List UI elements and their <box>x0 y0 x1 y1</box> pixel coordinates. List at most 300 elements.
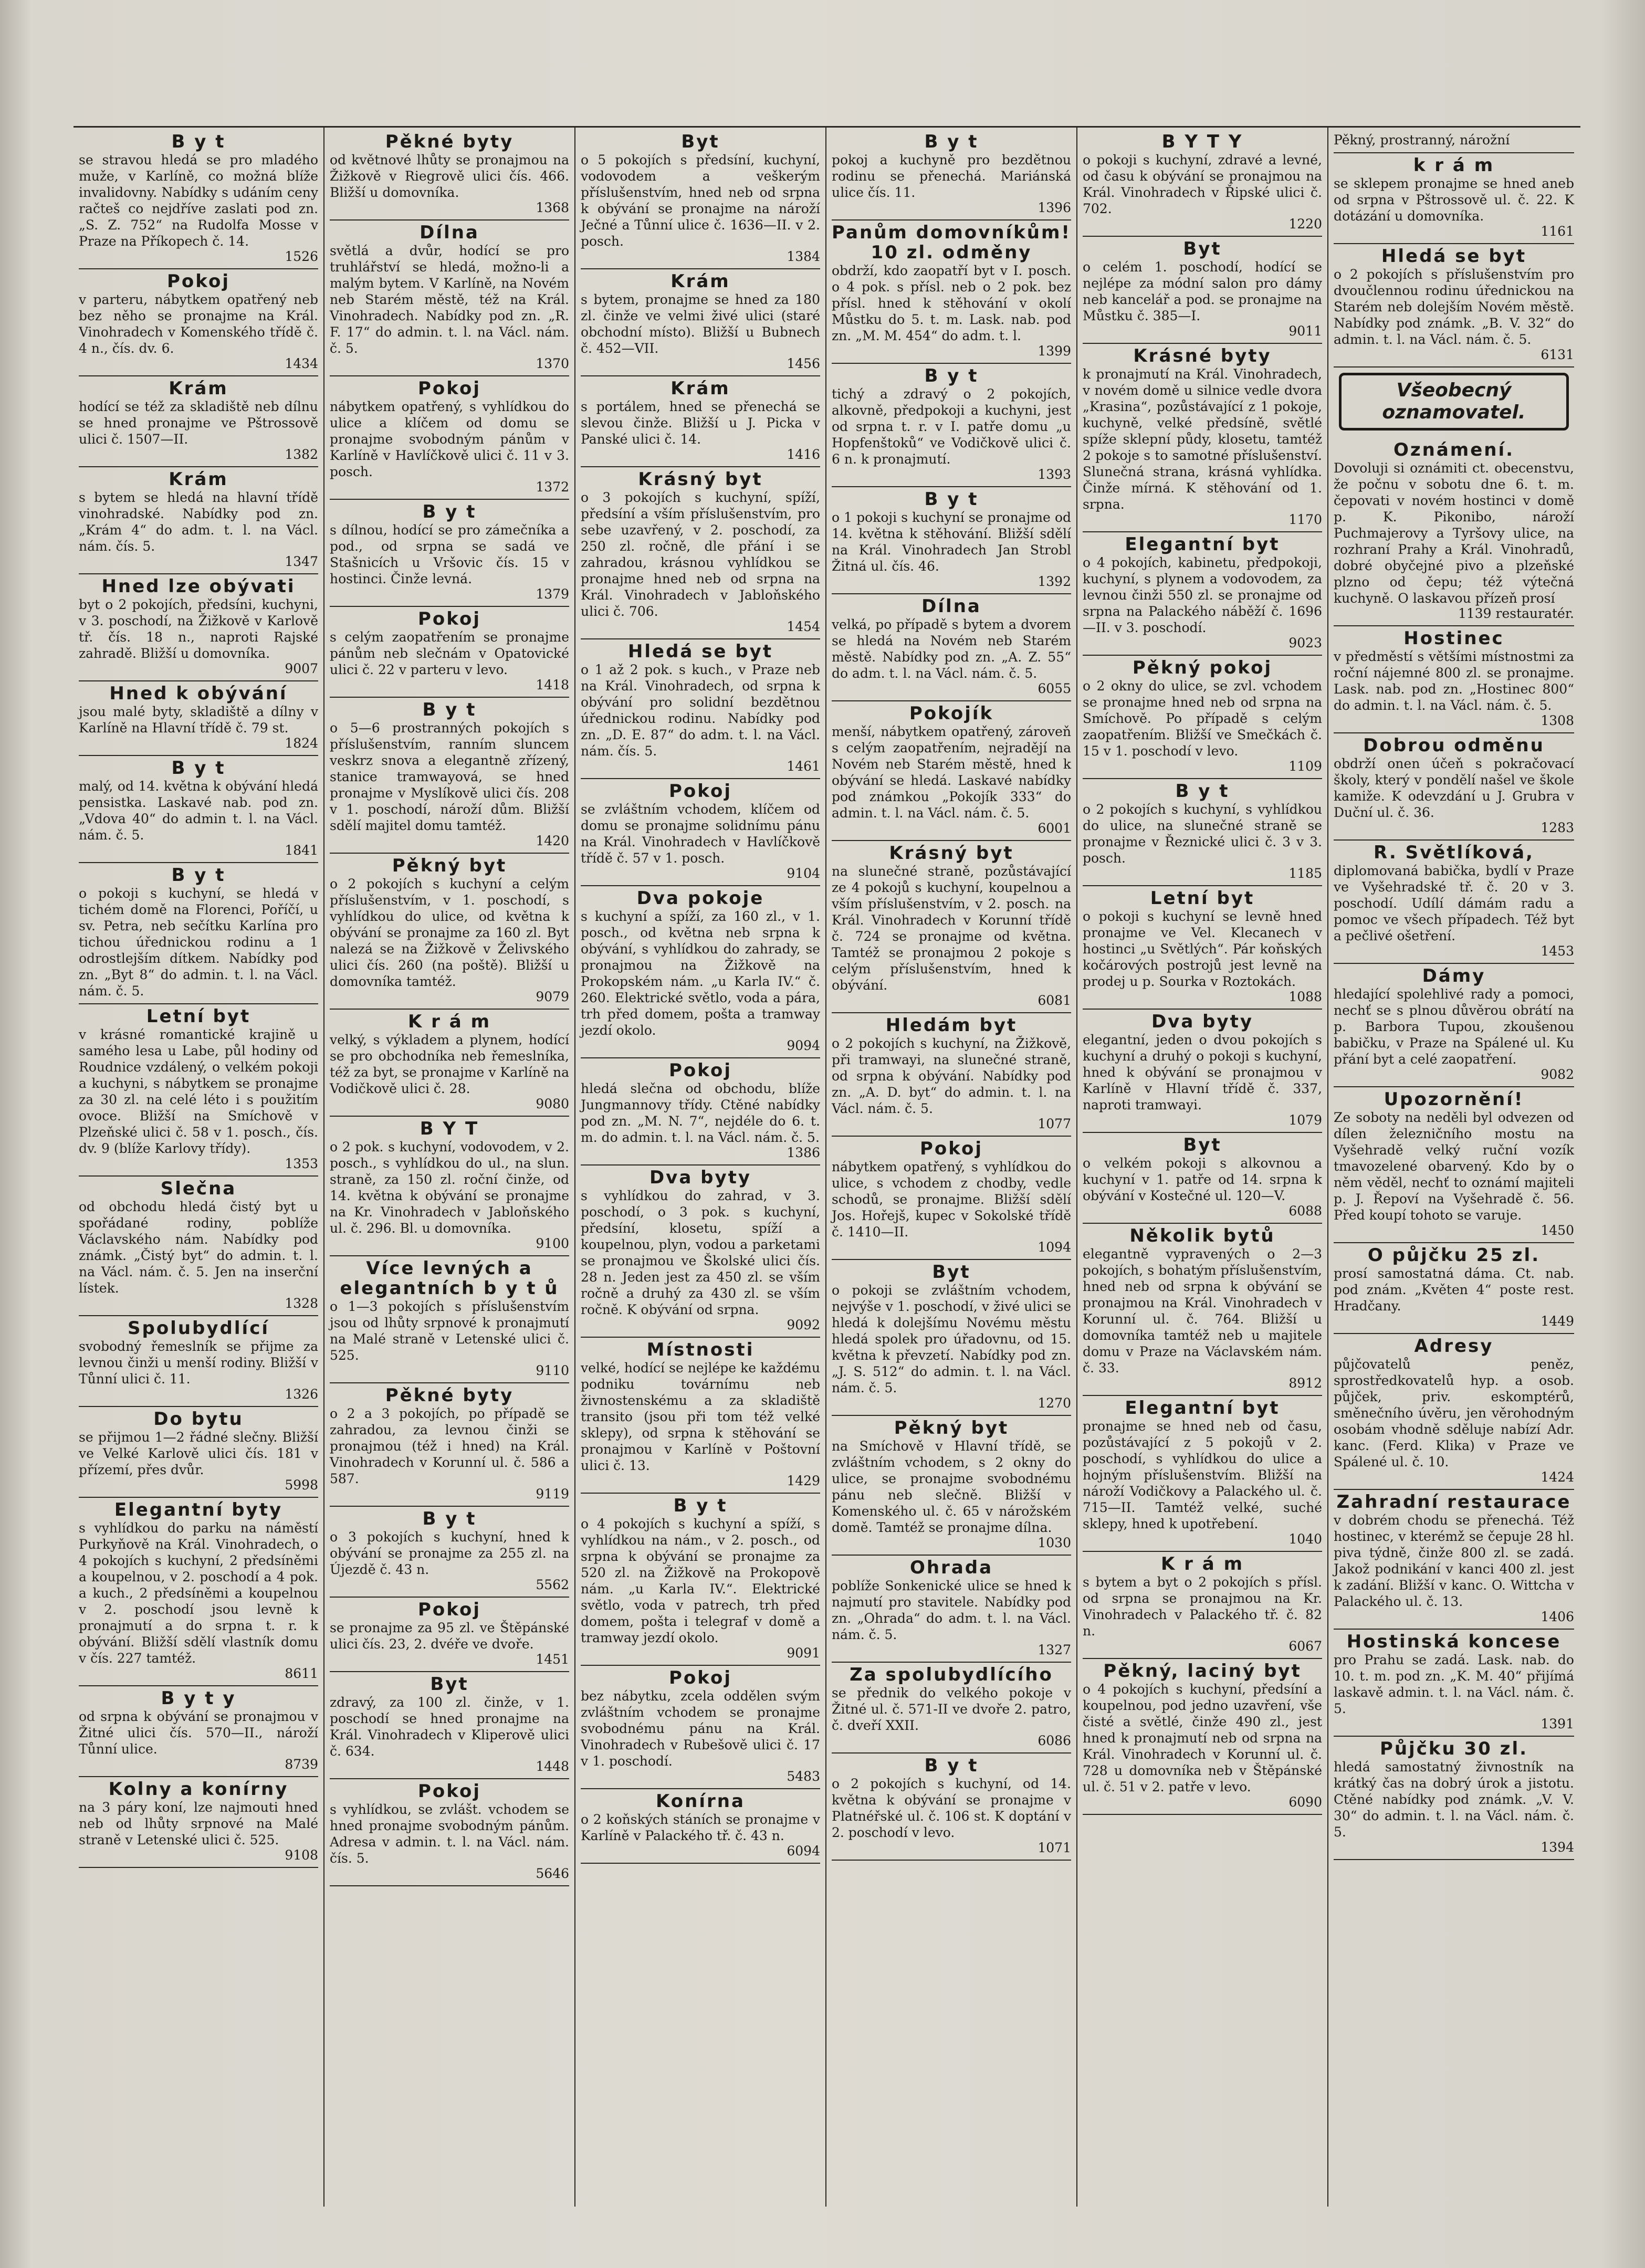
ad-heading: B y t <box>924 1755 979 1776</box>
ad-text: o pokoji s kuchyní, zdravé a levné, od času k obývání se pronajmou na Král. Vinohradech v Řipské ulici č. 702. <box>1083 152 1322 216</box>
ad-number: 1185 <box>1288 866 1322 881</box>
ad-text: hledající spolehlivé rady a pomoci, nechť se s plnou důvěrou obrátí na p. Barbora Tupou, zkoušenou babičku, v Praze na Spálené ul. Ku přání byt a celé zaopatření. <box>1334 986 1574 1067</box>
ad-text: byt o 2 pokojích, předsíni, kuchyni, v 3. poschodí, na Žižkově v Karlově tř. čís. 18 n., naproti Rajské zahradě. Bližší u domovníka. <box>79 597 318 661</box>
classified-ad <box>330 1672 569 1779</box>
ad-text: elegantní, jeden o dvou pokojích s kuchyní a druhý o pokoji s kuchyní, hned k obývání se pronajmou v Karlíně v Hlavní třídě č. 337, naproti tramwayi. <box>1083 1032 1322 1112</box>
classified-ad <box>330 500 569 607</box>
ad-number: 1370 <box>536 356 569 371</box>
ad-heading: R. Světlíková, <box>1374 842 1534 863</box>
ad-number: 6001 <box>1038 821 1071 836</box>
classified-ad <box>581 467 820 639</box>
ad-heading: Konírna <box>656 1791 745 1812</box>
classified-ad <box>1334 964 1574 1087</box>
ad-heading: Pokoj <box>418 608 481 629</box>
ad-number: 1824 <box>285 736 318 751</box>
ad-number: 1416 <box>787 447 820 462</box>
classified-ad <box>1334 1243 1574 1334</box>
ad-text: tichý a zdravý o 2 pokojích, alkovně, předpokoji a kuchyni, jest od srpna t. r. v I. patře domu „u Hopfenštoků“ ve Vodičkově ulici č. 6 n. k pronajmutí. <box>832 386 1071 467</box>
ad-heading: Půjčku 30 zl. <box>1379 1738 1528 1759</box>
ad-heading: Dílna <box>420 222 479 243</box>
ad-text: na 3 páry koní, lze najmouti hned neb od lhůty srpnové na Malé straně v Letenské ulici č. 525. <box>79 1800 318 1847</box>
ad-heading: Krásný byt <box>889 843 1014 864</box>
ad-text: velká, po případě s bytem a dvorem se hledá na Novém neb Starém městě. Nabídky pod zn. „A. Z. 55“ do adm. t. l. na Václ. nám. č. 5. <box>832 617 1071 681</box>
ad-text: o pokoji s kuchyní se levně hned pronajme ve Vel. Klecanech v hostinci „u Světlých“. Pár koňských kočárových postrojů jest levně na prodej u p. Sourka v Roztokách. <box>1083 909 1322 989</box>
ad-text: diplomovaná babička, bydlí v Praze ve Vyšehradské tř. č. 20 v 3. poschodí. Udílí dámám radu a pomoc ve všech případech. Též byt a pečlivé ošetření. <box>1334 863 1574 943</box>
ad-text: o 3 pokojích s kuchyní, hned k obývání se pronajme za 255 zl. na Újezdě č. 43 n. <box>330 1529 569 1577</box>
ad-text: se sklepem pronajme se hned aneb od srpna v Pštrossově ul. č. 22. K dotázání u domovníka. <box>1334 176 1574 224</box>
ad-number: 1109 <box>1288 759 1322 774</box>
ad-number: 1308 <box>1541 713 1574 728</box>
ad-text: o velkém pokoji s alkovnou a kuchyní v 1. patře od 14. srpna k obývání v Kostečné ul. 120—V. <box>1083 1156 1322 1203</box>
ad-number: 1088 <box>1288 989 1322 1004</box>
ad-text: o 1—3 pokojích s příslušenstvím jsou od lhůty srpnové k pronajmutí na Malé straně v Letenské ulici č. 525. <box>330 1299 569 1363</box>
ad-number: 6086 <box>1038 1733 1071 1748</box>
ad-text: velké, hodící se nejlépe ke každému podniku továrnímu neb živnostenskému a za skladiště transito (jsou při tom též velké sklepy), od srpna k stěhování se pronajmou v Karlíně v Poštovní ulici č. 13. <box>581 1360 820 1473</box>
ad-number: 1328 <box>285 1296 318 1311</box>
ad-number: 6090 <box>1288 1794 1322 1810</box>
ad-heading: Pokoj <box>669 1060 732 1081</box>
ad-text: se pronajme za 95 zl. ve Štěpánské ulici čís. 23, 2. dvéře ve dvoře. <box>330 1620 569 1652</box>
ad-number: 1071 <box>1038 1840 1071 1855</box>
ad-text: s bytem se hledá na hlavní třídě vinohradské. Nabídky pod zn. „Krám 4“ do adm. t. l. na Václ. nám. čís. 5. <box>79 490 318 554</box>
ad-number: 9104 <box>787 866 820 881</box>
ad-text: s vyhlídkou do zahrad, v 3. poschodí, o 3 pok. s kuchyní, předsíní, klosetu, spíží a koupelnou, plyn, vodou a parketami se pronajmou ve Školské ulici čís. 28 n. Jeden jest za 450 zl. se vším ročně a druhý za 430 zl. se vším ročně. K obývání od srpna. <box>581 1188 820 1317</box>
ad-text: s dílnou, hodící se pro zámečníka a pod., od srpna se sadá ve Stašnicích u Vršovic čís. 15 v hostinci. Činže levná. <box>330 522 569 586</box>
classified-ad <box>832 1013 1071 1137</box>
newspaper-column <box>575 128 826 2207</box>
ad-heading: Pokoj <box>418 1781 481 1802</box>
classified-ad <box>581 269 820 376</box>
ad-heading: Hledám byt <box>885 1015 1018 1036</box>
ad-heading: Pokoj <box>418 378 481 399</box>
ad-number: 5483 <box>787 1769 820 1784</box>
ad-heading: Pěkné byty <box>385 131 514 152</box>
ad-text: s celým zaopatřením se pronajme pánům neb slečnám v Opatovické ulici č. 22 v parteru v levo. <box>330 629 569 677</box>
ad-number: 1434 <box>285 356 318 371</box>
ad-number: 1406 <box>1541 1609 1574 1624</box>
ad-number: 1526 <box>285 249 318 264</box>
ad-number: 1139 restauratér. <box>1458 606 1574 621</box>
ad-number: 1379 <box>536 586 569 602</box>
ad-number: 1077 <box>1038 1116 1071 1131</box>
ad-heading: B y t <box>924 131 979 152</box>
ad-heading: Hledá se byt <box>1381 246 1527 267</box>
ad-number: 9079 <box>536 989 569 1004</box>
ad-text: o 5 pokojích s předsíní, kuchyní, vodovodem a veškerým příslušenstvím, hned neb od srpna k obývání se pronajme na nároží Ječné a Tůnní ulice č. 1636—II. v 2. posch. <box>581 152 820 249</box>
ad-heading: Pěkné byty <box>385 1385 514 1406</box>
ad-text: k pronajmutí na Král. Vinohradech, v novém domě u silnice vedle dvora „Krasina“, pozůstávající z 1 pokoje, kuchyně, velké předsíně, světlé spíže sklepní půdy, klosetu, tamtéž 2 pokoje s to samotné příslušenství. Slunečná strana, krásná vyhlídka. Činže mírná. K stěhování od 1. srpna. <box>1083 366 1322 512</box>
ad-heading: Krásné byty <box>1133 345 1272 366</box>
ad-heading: Pěkný byt <box>894 1418 1009 1438</box>
ad-heading: Dílna <box>921 596 981 617</box>
ad-heading: Oznámení. <box>1393 439 1515 460</box>
ad-number: 9080 <box>536 1096 569 1111</box>
ad-text: na Smíchově v Hlavní třídě, se zvláštním vchodem, s 2 okny do ulice, se pronajme svobodnému pánu neb slečně. Bližší v Komenského ul. č. 65 v nárožském domě. Tamtéž se pronajme dílna. <box>832 1438 1071 1535</box>
ad-number: 9092 <box>787 1317 820 1332</box>
ad-number: 1456 <box>787 356 820 371</box>
ad-heading: Elegantní byt <box>1125 534 1280 555</box>
classified-ad <box>79 1686 318 1777</box>
ad-heading: Pokoj <box>920 1138 983 1159</box>
ad-heading: Dva pokoje <box>636 888 764 909</box>
classified-ad <box>1083 656 1322 779</box>
classified-ad <box>581 1058 820 1166</box>
ad-text: o 2 pokojích s kuchyní, s vyhlídkou do ulice, na slunečné straně se pronajme v Řeznické ulici č. 3 v 3. posch. <box>1083 802 1322 866</box>
newspaper-column <box>1328 128 1579 2207</box>
ad-heading: Hostinská koncese <box>1346 1631 1562 1652</box>
classified-ad <box>79 863 318 1004</box>
ad-number: 9011 <box>1288 323 1322 339</box>
classified-ad <box>581 639 820 779</box>
ad-number: 1454 <box>787 619 820 634</box>
ad-heading: B y t <box>924 489 979 510</box>
ad-number: 1391 <box>1541 1716 1574 1731</box>
ad-text: malý, od 14. května k obývání hledá pensistka. Laskavé nab. pod zn. „Vdova 40“ do admin t. l. na Václ. nám. č. 5. <box>79 779 318 843</box>
classified-ad <box>581 886 820 1058</box>
ad-heading: O půjčku 25 zl. <box>1367 1245 1541 1266</box>
ad-text: o 2 koňských stáních se pronajme v Karlíně v Palackého tř. č. 43 n. <box>581 1812 820 1843</box>
classified-ad <box>832 364 1071 487</box>
ad-number: 1449 <box>1541 1314 1574 1329</box>
ad-heading: B y t y <box>161 1688 236 1709</box>
ad-number: 9091 <box>787 1645 820 1661</box>
ad-text: v předměstí s většími místnostmi za roční nájemné 800 zl. se pronajme. Lask. nab. pod zn. „Hostinec 800“ do admin. t. l. na Václ. nám. č. 5. <box>1334 649 1574 713</box>
ad-number: 1393 <box>1038 467 1071 482</box>
ad-heading: B Y T Y <box>1161 131 1243 152</box>
classified-ad <box>1083 130 1322 237</box>
classified-ad <box>1083 1224 1322 1396</box>
ad-text: pro Prahu se zadá. Lask. nab. do 10. t. m. pod zn. „K. M. 40“ přijímá laskavě admin. t. l. na Václ. nám. č. 5. <box>1334 1652 1574 1716</box>
classified-ad <box>832 1137 1071 1260</box>
classified-ad <box>581 1666 820 1789</box>
ad-heading: Pěkný byt <box>392 855 507 876</box>
classified-ad <box>1083 237 1322 344</box>
ad-heading: Krásný byt <box>638 469 763 490</box>
ad-text: pokoj a kuchyně pro bezdětnou rodinu se přenechá. Mariánská ulice čís. 11. <box>832 152 1071 200</box>
ad-text: o 1 pokoji s kuchyní se pronajme od 14. května k stěhování. Bližší sdělí na Král. Vinohradech Jan Strobl Žitná ul. čís. 46. <box>832 510 1071 574</box>
classified-ad <box>330 1598 569 1672</box>
ad-heading: B y t <box>171 131 226 152</box>
ad-text: od srpna k obývání se pronajmou v Žitné ulici čís. 570—II., nároží Tůnní ulice. <box>79 1709 318 1757</box>
classified-ad <box>79 1177 318 1316</box>
ad-heading: Za spolubydlícího <box>850 1664 1053 1685</box>
classified-ad <box>330 698 569 854</box>
ad-number: 1450 <box>1541 1223 1574 1238</box>
classified-ad <box>79 1316 318 1407</box>
classified-ad <box>832 1416 1071 1556</box>
classified-ad <box>1334 841 1574 964</box>
ad-heading: B y t <box>422 1508 477 1529</box>
ad-number: 1429 <box>787 1473 820 1488</box>
ad-text: o 2 okny do ulice, se zvl. vchodem se pronajme hned neb od srpna na Smíchově. Po případě s celým zaopatřením. Bližší ve Smečkách č. 15 v 1. poschodí v levo. <box>1083 678 1322 759</box>
classified-ad <box>832 1260 1071 1416</box>
ad-text: v parteru, nábytkem opatřený neb bez něho se pronajme na Král. Vinohradech v Komenského třídě č. 4 n., čís. dv. 6. <box>79 292 318 356</box>
ad-text: s bytem, pronajme se hned za 180 zl. činže ve velmi živé ulici (staré obchodní místo). Bližší u Bubnech č. 452—VII. <box>581 292 820 356</box>
ad-text: o 2 pokojích s kuchyní a celým příslušenstvím, v 1. poschodí, s vyhlídkou do ulice, od května k obývání se pronajme za 160 zl. Byt nalezá se na Žižkově v Želivského ulici čís. 260 (na poště). Bližší u domovníka tamtéž. <box>330 876 569 989</box>
ad-number: 1161 <box>1541 224 1574 239</box>
classified-ad <box>1334 626 1574 733</box>
ad-number: 1396 <box>1038 200 1071 215</box>
classified-ad <box>1334 733 1574 841</box>
ad-text: se zvláštním vchodem, klíčem od domu se pronajme solidnímu pánu na Král. Vinohradech v Havlíčkově třídě č. 57 v 1. posch. <box>581 802 820 866</box>
ad-number: 8912 <box>1288 1376 1322 1391</box>
ad-heading: B y t <box>422 699 477 720</box>
classified-ad <box>79 756 318 863</box>
ad-number: 1418 <box>536 677 569 692</box>
classified-ad <box>330 1256 569 1383</box>
classified-ad <box>79 269 318 376</box>
ad-text: pronajme se hned neb od času, pozůstávající z 5 pokojů v 2. poschodí, s vyhlídkou do ulice a hojným příslušenstvím. Bližší na nároží Vodičkovy a Palackého ul. č. 715—II. Tamtéž velké, suché sklepy, hned k upotřebení. <box>1083 1419 1322 1531</box>
ad-number: 1392 <box>1038 574 1071 589</box>
classified-ad <box>1083 532 1322 656</box>
ad-number: 1368 <box>536 200 569 215</box>
ad-heading: Letní byt <box>1150 888 1255 909</box>
ad-text: Pěkný, prostranný, nárožní <box>1334 132 1510 148</box>
ad-heading: Dva byty <box>649 1167 752 1188</box>
classified-ad <box>1083 1010 1322 1133</box>
classified-ad <box>581 779 820 886</box>
ad-text: na slunečné straně, pozůstávající ze 4 pokojů s kuchyní, koupelnou a vším příslušenstvím, v 2. posch. na Král. Vinohradech v Korunní třídě č. 724 se pronajme od května. Tamtéž se pronajmou 2 pokoje s celým příslušenstvím, hned k obývání. <box>832 864 1071 993</box>
ad-text: obdrží onen účeň s pokračovací školy, který v pondělí našel ve škole kamiže. K odevzdání u J. Grubra v Duční ul. č. 36. <box>1334 756 1574 820</box>
classified-ad <box>581 376 820 467</box>
classified-ad <box>1083 1133 1322 1224</box>
ad-text: s vyhlídkou, se zvlášt. vchodem se hned pronajme svobodným pánům. Adresa v admin. t. l. na Václ. nám. čís. 5. <box>330 1802 569 1866</box>
ad-number: 1220 <box>1288 216 1322 232</box>
ad-number: 1270 <box>1038 1395 1071 1411</box>
ad-heading: Pěkný, laciný byt <box>1103 1661 1302 1682</box>
ad-number: 1079 <box>1288 1112 1322 1128</box>
ad-number: 9110 <box>536 1363 569 1378</box>
ad-text: zdravý, za 100 zl. činže, v 1. poschodí se hned pronajme na Král. Vinohradech v Kliperově ulici č. 634. <box>330 1695 569 1759</box>
ad-text: o pokoji se zvláštním vchodem, nejvýše v 1. poschodí, v živé ulici se hledá k dolejšímu Novému městu hledá spolek pro úřadovnu, od 15. května k převzetí. Nabídky pod zn. „J. S. 512“ do admin. t. l. na Václ. nám. č. 5. <box>832 1283 1071 1395</box>
ad-text: o 2 a 3 pokojích, po případě se zahradou, za levnou činži se pronajmou (též i hned) na Král. Vinohradech v Korunní ul. č. 586 a 587. <box>330 1406 569 1486</box>
ad-number: 6088 <box>1288 1203 1322 1219</box>
ad-number: 8739 <box>285 1757 318 1772</box>
ad-heading: Panům domovníkům! 10 zl. odměny <box>832 222 1071 263</box>
ad-text: s portálem, hned se přenechá se slevou činže. Bližší u J. Picka v Panské ulici č. 14. <box>581 399 820 447</box>
newspaper-column <box>1077 128 1328 2207</box>
classified-ad <box>79 1498 318 1686</box>
classified-ad <box>330 220 569 376</box>
ad-text: o 4 pokojích, kabinetu, předpokoji, kuchyní, s plynem a vodovodem, za levnou činži 550 zl. se pronajme od srpna na Palackého náběží č. 1696—II. v 3. poschodí. <box>1083 555 1322 635</box>
classified-ad <box>1334 1630 1574 1737</box>
ad-heading: Byt <box>932 1262 971 1283</box>
ad-number: 1353 <box>285 1156 318 1171</box>
ad-text: velký, s výkladem a plynem, hodící se pro obchodníka neb řemeslníka, též za byt, se pronajme v Karlíně na Vodičkově ulici č. 28. <box>330 1032 569 1096</box>
classified-ad <box>832 130 1071 220</box>
ad-text: se stravou hledá se pro mladého muže, v Karlíně, co možná blíže invalidovny. Nabídky s udáním ceny račteš co nejdříve zaslati pod zn. „S. Z. 752“ na Rudolfa Mosse v Praze na Příkopech č. 14. <box>79 152 318 249</box>
ad-heading: Adresy <box>1414 1336 1494 1357</box>
ad-text: jsou malé byty, skladiště a dílny v Karlíně na Hlavní třídě č. 79 st. <box>79 704 318 736</box>
ad-number: 9082 <box>1541 1067 1574 1082</box>
ad-heading: Hledá se byt <box>627 641 773 662</box>
ad-text: o 2 pok. s kuchyní, vodovodem, v 2. posch., s vyhlídkou do ul., na slun. straně, za 150 zl. roční činže, od 14. května k obývání se pronajme na Kr. Vinohradech v Jabloňského ul. č. 296. Bl. u domovníka. <box>330 1139 569 1236</box>
classified-ad <box>832 1754 1071 1861</box>
ad-heading: B y t <box>422 501 477 522</box>
ad-text: svobodný řemeslník se přijme za levnou činži u menší rodiny. Bližší v Tůnní ulici č. 11. <box>79 1339 318 1387</box>
ad-number: 5646 <box>536 1866 569 1881</box>
ad-number: 1030 <box>1038 1535 1071 1550</box>
classified-ad <box>1083 1396 1322 1552</box>
ad-text: se přednik do velkého pokoje v Žitné ul. č. 571-II ve dvoře 2. patro, č. dveří XXII. <box>832 1685 1071 1733</box>
ad-heading: Byt <box>681 131 720 152</box>
ad-number: 1384 <box>787 249 820 264</box>
ad-text: nábytkem opatřený, s vyhlídkou do ulice, s vchodem z chodby, vedle schodů, se pronajme. Bližší sdělí Jos. Hořejš, kupec v Sokolské třídě č. 1410—II. <box>832 1159 1071 1240</box>
ad-heading: Více levných a elegantních b y t ů <box>340 1258 559 1299</box>
ad-text: o 2 pokojích s kuchyní, na Žižkově, při tramwayi, na slunečné straně, od srpna k obývání. Nabídky pod zn. „A. D. byt“ do admin. t. l. na Václ. nám. č. 5. <box>832 1036 1071 1116</box>
ad-number: 6081 <box>1038 993 1071 1008</box>
ad-heading: Byt <box>1183 238 1222 259</box>
ad-heading: Dobrou odměnu <box>1363 735 1545 756</box>
classified-ad <box>79 1004 318 1177</box>
newspaper-column <box>74 128 324 2207</box>
ad-heading: Krám <box>670 271 730 292</box>
ad-text: s bytem a byt o 2 pokojích s přísl. od srpna se pronajmou na Kr. Vinohradech v Palackého tř. č. 82 n. <box>1083 1574 1322 1639</box>
classified-ad <box>1083 1659 1322 1815</box>
classified-ad <box>1083 344 1322 532</box>
ad-heading: B y t <box>171 865 226 886</box>
ad-heading: Byt <box>1183 1135 1222 1156</box>
classified-ad <box>330 130 569 220</box>
ad-number: 6067 <box>1288 1639 1322 1654</box>
ad-number: 1386 <box>787 1145 820 1160</box>
classified-ad <box>1334 1737 1574 1860</box>
ad-heading: B y t <box>171 758 226 779</box>
ad-text: světlá a dvůr, hodící se pro truhlářství se hledá, možno-li a malým bytem. V Karlíně, na Novém neb Starém městě, též na Král. Vinohradech. Nabídky pod zn. „R. F. 17“ do admin. t. l. na Václ. nám. č. 5. <box>330 243 569 356</box>
ad-heading: Ohrada <box>909 1557 993 1578</box>
classified-ad <box>1334 153 1574 244</box>
ad-number: 6055 <box>1038 681 1071 696</box>
ad-number: 1451 <box>536 1652 569 1667</box>
classified-ad <box>832 1663 1071 1754</box>
ad-text: v dobrém chodu se přenechá. Též hostinec, v kterémž se čepuje 28 hl. piva týdně, činže 800 zl. se zadá. Jakož podnikání v kanci 400 zl. jest k zadání. Bližší v kanc. O. Wittcha v Palackého ul. č. 13. <box>1334 1513 1574 1609</box>
ad-number: 1094 <box>1038 1240 1071 1255</box>
ad-number: 1382 <box>285 447 318 462</box>
classified-ad <box>832 701 1071 841</box>
classified-ad <box>1083 886 1322 1010</box>
ad-number: 1453 <box>1541 943 1574 959</box>
ad-number: 5998 <box>285 1477 318 1493</box>
ad-heading: Několik bytů <box>1129 1225 1275 1246</box>
ad-heading: B Y T <box>420 1118 479 1139</box>
ad-number: 1326 <box>285 1387 318 1402</box>
ad-heading: Pokoj <box>418 1599 481 1620</box>
ad-heading: Kolny a konírny <box>108 1779 289 1800</box>
ad-number: 1841 <box>285 843 318 858</box>
ad-heading: k r á m <box>1413 155 1495 176</box>
ad-number: 1372 <box>536 479 569 495</box>
ad-text: od květnové lhůty se pronajmou na Žižkově v Riegrově ulici čís. 466. Bližší u domovníka. <box>330 152 569 200</box>
ad-text: od obchodu hledá čistý byt u spořádané rodiny, poblíže Václavského nám. Nabídky pod známk. „Čistý byt“ do admin. t. l. na Václ. nám. č. 5. Jen na inserční lístek. <box>79 1199 318 1296</box>
ad-heading: Spolubydlící <box>128 1318 269 1339</box>
ad-heading: Dámy <box>1422 965 1486 986</box>
ad-number: 1347 <box>285 554 318 569</box>
classified-ad <box>79 681 318 756</box>
classified-ad <box>79 1777 318 1868</box>
classified-ads-section <box>74 126 1580 2207</box>
ad-heading: Elegantní byt <box>1125 1398 1280 1419</box>
ad-text: menší, nábytkem opatřený, zároveň s celým zaopatřením, nejradějí na Novém neb Starém městě, hned k obývání se hledá. Laskavé nabídky pod známkou „Pokojík 333“ do admin. t. l. na Václ. nám. č. 5. <box>832 724 1071 821</box>
ad-number: 6094 <box>787 1843 820 1858</box>
ad-text: o pokoji s kuchyní, se hledá v tichém domě na Florenci, Poříčí, u sv. Petra, neb sečítku Karlína pro tichou úřednickou rodinu a 1 odrostlejším dítkem. Nabídky pod zn. „Byt 8“ do admin. t. l. na Václ. nám. č. 5. <box>79 886 318 999</box>
ad-heading: Hned lze obývati <box>101 576 296 597</box>
ad-heading: Pokoj <box>669 781 732 802</box>
ad-heading: Letní byt <box>146 1006 251 1027</box>
ad-text: elegantně vypravených o 2—3 pokojích, s bohatým příslušenstvím, hned neb od srpna k obývání se pronajmou na Král. Vinohradech v Korunní ul. č. 764. Bližší u domovníka tamtéž neb u majitele domu v Praze na Václavském nám. č. 33. <box>1083 1246 1322 1376</box>
ad-text: Ze soboty na neděli byl odvezen od dílen železničního mostu na Vyšehradě velký ruční vozík tmavozelené obarvený. Kdo by o něm věděl, nechť to oznámí majiteli p. J. Řepoví na Vyšehradě č. 56. Před koupí tohoto se varuje. <box>1334 1110 1574 1223</box>
ad-text: o 4 pokojích s kuchyní a spíží, s vyhlídkou na nám., v 2. posch., od srpna k obývání se pronajme za 520 zl. na Žižkově na Prokopově nám. „u Karla IV.“. Elektrické světlo, voda v patrech, trh před domem, pošta i telegraf v domě a tramway jezdí okolo. <box>581 1516 820 1645</box>
classified-ad <box>330 1383 569 1507</box>
classified-ad <box>330 1010 569 1117</box>
newspaper-column <box>826 128 1077 2207</box>
ad-heading: K r á m <box>408 1011 491 1032</box>
ad-text: hledá slečna od obchodu, blíže Jungmannovy třídy. Ctěné nabídky pod zn. „M. N. 7“, nejdéle do 6. t. m. do admin. t. l. na Václ. nám. č. 5. <box>581 1081 820 1145</box>
classified-ad <box>832 594 1071 701</box>
ad-text: bez nábytku, zcela oddělen svým zvláštním vchodem se pronajme svobodnému pánu na Král. Vinohradech v Rubešově ulici č. 17 v 1. poschodí. <box>581 1688 820 1769</box>
ad-heading: Krám <box>169 469 228 490</box>
ad-heading: B y t <box>1175 781 1230 802</box>
ad-heading: Krám <box>670 378 730 399</box>
ad-heading: Hned k obývání <box>109 683 288 704</box>
ad-number: 1399 <box>1038 343 1071 359</box>
newspaper-column <box>324 128 575 2207</box>
ad-heading: Slečna <box>160 1178 237 1199</box>
ad-number: 1461 <box>787 759 820 774</box>
ad-text: Dovoluji si oznámiti ct. obecenstvu, že počnu v sobotu dne 6. t. m. čepovati v novém hostinci v domě p. K. Pikonibo, nároží Puchmajerovy a Tyršovy ulice, na rozhraní Prahy a Král. Vinohradů, dobré obyčejné pivo a plzeňské plzno od čepu; též výtečná kuchyně. O laskavou přízeň prosí <box>1334 460 1574 606</box>
classified-ad <box>581 1494 820 1666</box>
ad-text: s kuchyní a spíží, za 160 zl., v 1. posch., od května neb srpna k obývání, s vyhlídkou do zahrady, se pronajmou na Žižkově na Prokopském nám. „u Karla IV.“ č. 260. Elektrické světlo, voda a pára, trh před domem, pošta a tramway jezdí okolo. <box>581 909 820 1038</box>
classified-ad <box>1334 1087 1574 1243</box>
ad-number: 9007 <box>285 661 318 676</box>
classified-ad <box>330 1779 569 1886</box>
classified-ad <box>1334 1334 1574 1490</box>
classified-ad <box>1334 438 1574 626</box>
ad-text: o 5—6 prostranných pokojích s příslušenstvím, ranním sluncem veskrz snova a elegantně zřízený, stanice tramwayová, se hned pronajme v Myslíkově ulici čís. 208 v 1. poschodí, nároží dům. Bližší sdělí majitel domu tamtéž. <box>330 720 569 833</box>
ad-text: v krásné romantické krajině u samého lesa u Labe, půl hodiny od Roudnice vzdálený, o velkém pokoji a kuchyni, s nábytkem se pronajme za 30 zl. na celé léto i s použitím ovoce. Bližší na Smíchově v Plzeňské ulici č. 58 v 1. posch., čís. dv. 9 (blíže Karlovy třídy). <box>79 1027 318 1156</box>
ad-heading: Do bytu <box>153 1409 244 1430</box>
classified-ad <box>79 130 318 269</box>
ad-number: 1040 <box>1288 1531 1322 1547</box>
ad-text: poblíže Sonkenické ulice se hned k najmutí pro stavitele. Nabídky pod zn. „Ohrada“ do adm. t. l. na Václ. nám. č. 5. <box>832 1578 1071 1642</box>
classified-ad <box>1083 779 1322 886</box>
ad-heading: Pokoj <box>669 1667 732 1688</box>
ad-text: hledá samostatný živnostník na krátký čas na dobrý úrok a jistotu. Ctěné nabídky pod známk. „V. V. 30“ do admin. t. l. na Václ. nám. č. 5. <box>1334 1759 1574 1840</box>
ad-heading: Pokojík <box>909 703 994 724</box>
ad-text: o 3 pokojích s kuchyní, spíží, předsíní a vším příslušenstvím, pro sebe uzavřený, v 2. poschodí, za 250 zl. ročně, dle přání i se zahradou, krásnou vyhlídkou se pronajme hned neb od srpna na Král. Vinohradech v Jabloňského ulici č. 706. <box>581 490 820 619</box>
classified-ad <box>79 1407 318 1498</box>
ad-text: půjčovatelů peněz, sprostředkovatelů hyp. a osob. půjček, priv. eskomptérů, směnečního úvěru, jen věrohodným osobám vhodně sděluje nabízí Adr. kanc. (Ferd. Klika) v Praze ve Spálené ul. č. 10. <box>1334 1357 1574 1469</box>
ad-heading: B y t <box>673 1495 728 1516</box>
ad-heading: Hostinec <box>1403 628 1504 649</box>
ad-number: 1420 <box>536 833 569 848</box>
ad-text: s vyhlídkou do parku na náměstí Purkyňově na Král. Vinohradech, o 4 pokojích s kuchyní, 2 předsíněmi a koupelnou, v 2. poschodí a 4 pok. a kuch., 2 předsíněmi a koupelnou v 2. poschodí jsou levně k pronajmutí a do srpna t. r. k obývání. Bližší sdělí vlastník domu v čís. 227 tamtéž. <box>79 1520 318 1666</box>
classified-ad <box>330 376 569 500</box>
ad-heading: Pěkný pokoj <box>1132 657 1273 678</box>
ad-number: 1394 <box>1541 1840 1574 1855</box>
classified-ad <box>1083 1552 1322 1659</box>
classified-ad <box>832 487 1071 594</box>
classified-ad <box>330 854 569 1010</box>
ad-text: o 2 pokojích s příslušenstvím pro dvoučlennou rodinu úřednickou na Starém neb dolejším Novém městě. Nabídky pod známk. „B. V. 32“ do admin. t. l. na Václ. nám. č. 5. <box>1334 267 1574 347</box>
ad-text: nábytkem opatřený, s vyhlídkou do ulice a klíčem od domu se pronajme svobodným pánům v Karlíně v Havlíčkově ulici č. 11 v 3. posch. <box>330 399 569 479</box>
ad-heading: Zahradní restaurace <box>1336 1492 1571 1513</box>
ad-text: prosí samostatná dáma. Ct. nab. pod znám. „Květen 4“ poste rest. Hradčany. <box>1334 1266 1574 1314</box>
ad-heading: B y t <box>924 365 979 386</box>
ad-heading: Místnosti <box>646 1339 755 1360</box>
classified-ad <box>581 130 820 269</box>
ad-number: 9108 <box>285 1847 318 1863</box>
ad-number: 1170 <box>1288 512 1322 527</box>
